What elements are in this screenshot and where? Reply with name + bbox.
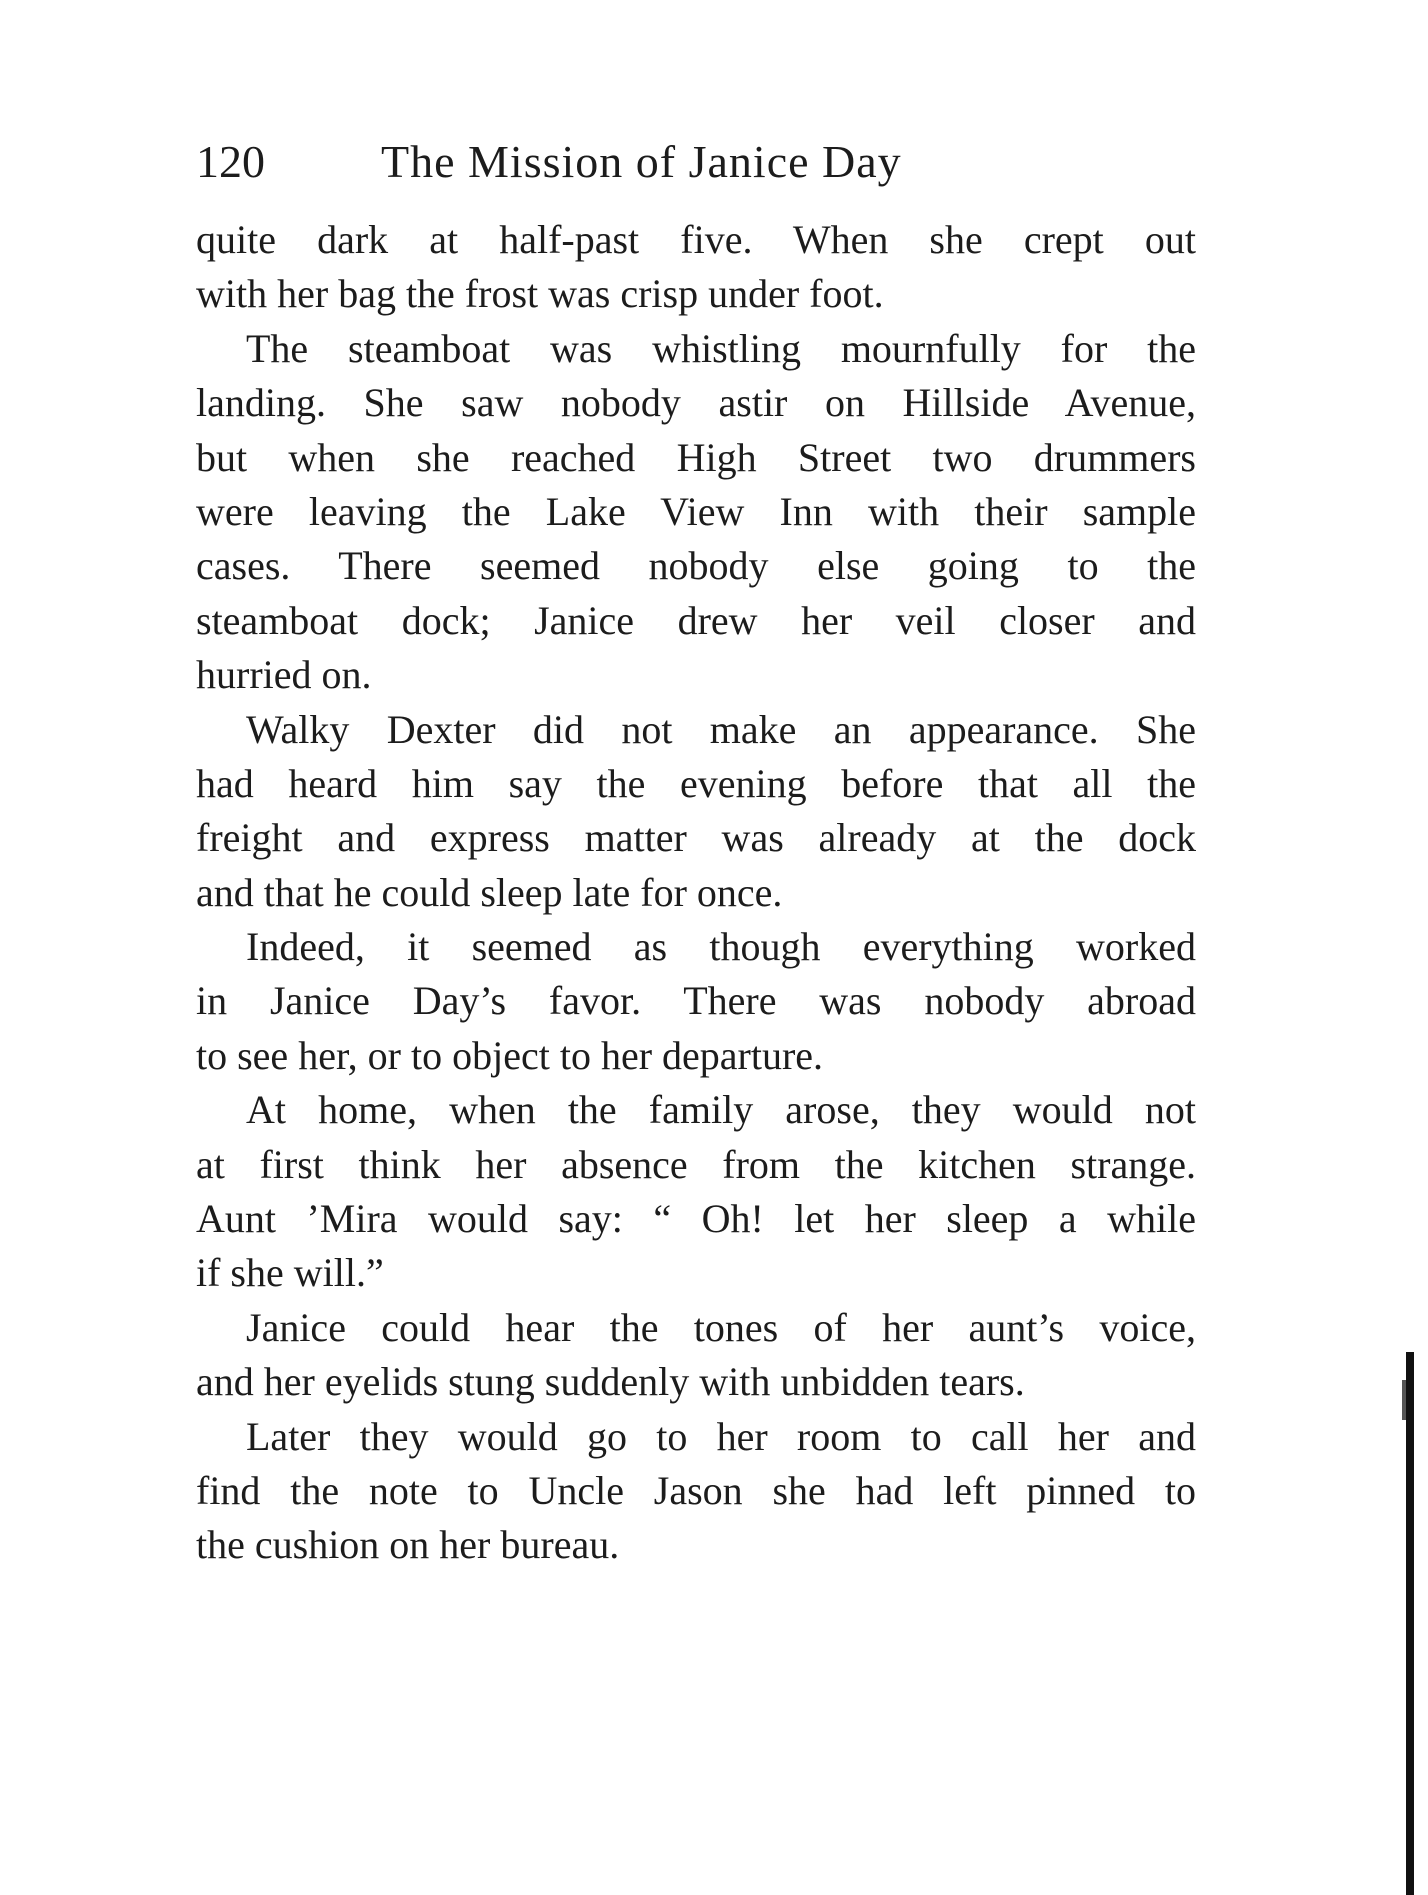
scan-edge-mark	[1402, 1380, 1406, 1420]
text-line: at first think her absence from the kitchen strange.	[196, 1141, 1196, 1187]
text-line: Janice could hear the tones of her aunt’s voice,	[246, 1304, 1196, 1350]
text-line: the cushion on her bureau.	[196, 1522, 620, 1568]
text-line: if she will.”	[196, 1250, 384, 1296]
text-line: quite dark at half-past five. When she crept out	[196, 217, 1196, 262]
text-line: were leaving the Lake View Inn with their sample	[196, 488, 1196, 534]
page-number: 120	[196, 136, 265, 187]
text-line: Walky Dexter did not make an appearance. She	[246, 706, 1196, 752]
text-line: cases. There seemed nobody else going to the	[196, 543, 1196, 589]
text-line: The steamboat was whistling mournfully for the	[246, 325, 1196, 371]
text-line: Indeed, it seemed as though everything worked	[246, 924, 1196, 970]
text-line: At home, when the family arose, they would not	[246, 1087, 1196, 1133]
text-line: but when she reached High Street two drummers	[196, 434, 1196, 480]
text-line: had heard him say the evening before that all the	[196, 760, 1196, 806]
text-line: steamboat dock; Janice drew her veil closer and	[196, 597, 1196, 643]
text-line: Later they would go to her room to call her and	[246, 1413, 1196, 1459]
text-line: to see her, or to object to her departure.	[196, 1032, 824, 1078]
scan-edge-shadow	[1406, 1352, 1414, 1895]
text-line: hurried on.	[196, 652, 372, 698]
text-line: freight and express matter was already at the dock	[196, 815, 1196, 861]
text-line: find the note to Uncle Jason she had left pinned to	[196, 1467, 1196, 1513]
body-text	[196, 213, 1196, 1573]
text-line: with her bag the frost was crisp under foot.	[196, 271, 884, 317]
text-line: Aunt ’Mira would say: “ Oh! let her sleep a while	[196, 1196, 1196, 1242]
text-line: and that he could sleep late for once.	[196, 869, 783, 915]
text-line: and her eyelids stung suddenly with unbidden tears.	[196, 1359, 1025, 1405]
text-line: in Janice Day’s favor. There was nobody abroad	[196, 978, 1196, 1024]
running-head	[196, 132, 1016, 192]
book-title: The Mission of Janice Day	[381, 136, 902, 187]
text-line: landing. She saw nobody astir on Hillside Avenue,	[196, 380, 1196, 426]
